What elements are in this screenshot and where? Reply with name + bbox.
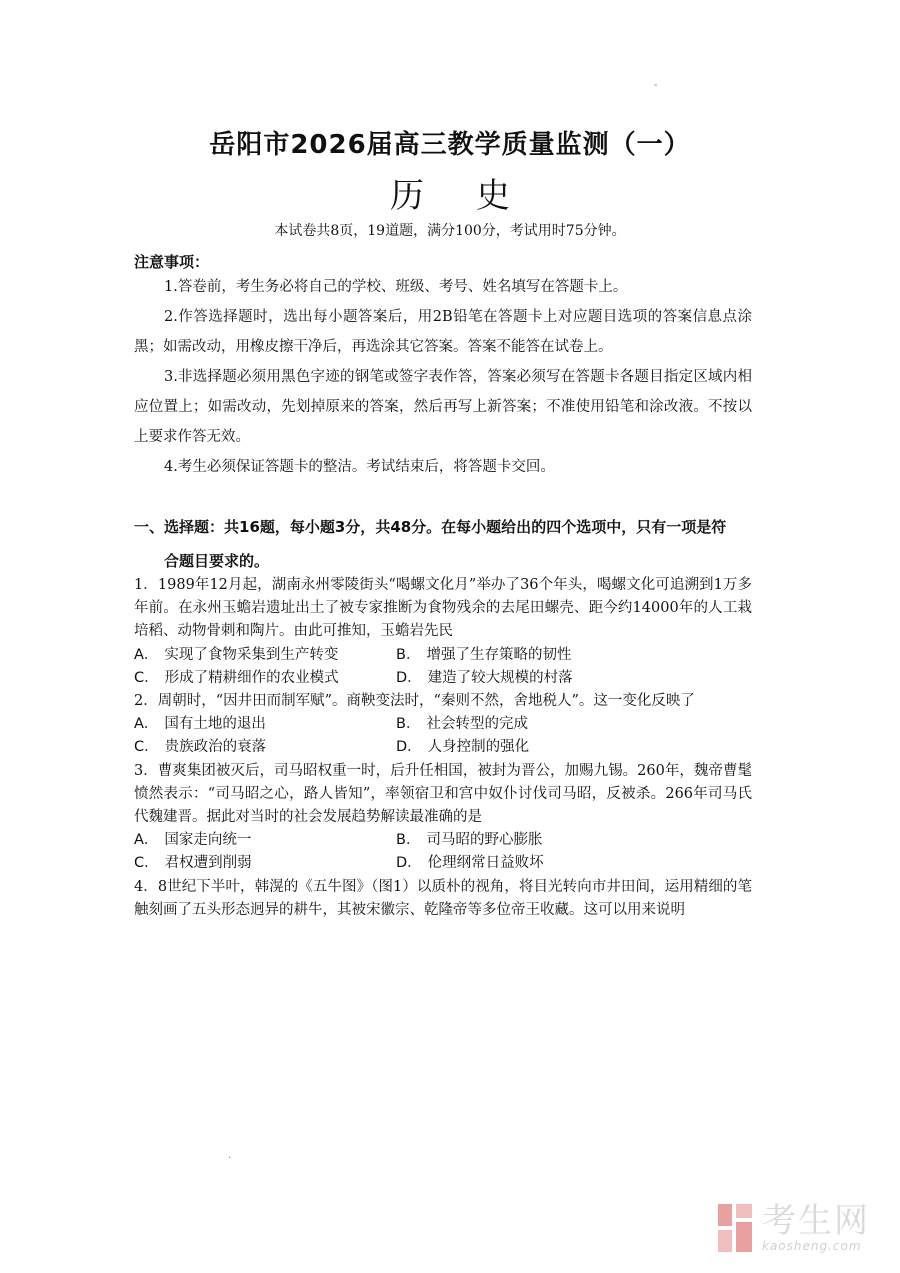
notice-heading: 注意事项： xyxy=(134,253,210,271)
option-text: 增强了生存策略的韧性 xyxy=(426,646,572,663)
option-text: 国家走向统一 xyxy=(164,832,252,849)
option-text: 社会转型的完成 xyxy=(426,716,528,733)
subject-title: 历史 xyxy=(390,176,562,216)
section-heading-line1: 一、选择题：共16题，每小题3分，共48分。在每小题给出的四个选项中，只有一项是符 xyxy=(134,518,727,536)
option-key: B． xyxy=(396,646,421,663)
option xyxy=(396,852,658,875)
option xyxy=(134,736,396,759)
kaosheng-logo-icon xyxy=(716,1202,754,1254)
exam-info: 本试卷共8页，19道题，满分100分，考试用时75分钟。 xyxy=(274,223,626,239)
question-stem: 3．曹爽集团被灭后，司马昭权重一时，后升任相国，被封为晋公，加赐九锡。260年，魏帝曹髦愤然表示：“司马昭之心，路人皆知”，率领宿卫和宫中奴仆讨伐司马昭，反被杀。266年司马氏代魏建晋。据此对当时的社会发展趋势解读最准确的是 xyxy=(134,762,752,826)
option-key: C． xyxy=(134,739,159,756)
option-text: 国有土地的退出 xyxy=(164,716,266,733)
option-key: A． xyxy=(134,646,159,663)
question-stem: 1．1989年12月起，湖南永州零陵街头“喝螺文化月”举办了36个年头，喝螺文化可追溯到1万多年前。在永州玉蟾岩遗址出土了被专家推断为食物残余的去尾田螺壳、距今约14000年的人工栽培稻、动物骨刺和陶片。由此可推知，玉蟾岩先民 xyxy=(134,577,752,640)
option-key: D． xyxy=(396,739,422,756)
option xyxy=(396,829,658,852)
option xyxy=(396,713,658,736)
option xyxy=(396,667,658,690)
watermark-url: kaosheng.com xyxy=(762,1239,862,1253)
option-key: A． xyxy=(134,716,159,733)
watermark-text: 考生网 xyxy=(762,1201,870,1241)
option xyxy=(134,829,396,852)
question-options xyxy=(134,644,752,690)
option-text: 伦理纲常日益败坏 xyxy=(427,855,544,872)
notice-item: 4.考生必须保证答题卡的整洁。考试结束后，将答题卡交回。 xyxy=(164,459,555,475)
option xyxy=(134,852,396,875)
option-text: 贵族政治的衰落 xyxy=(164,739,267,756)
watermark-logo xyxy=(716,1202,870,1254)
option-key: B． xyxy=(396,716,421,733)
scan-mark: - xyxy=(654,80,658,91)
notice-list xyxy=(134,272,752,482)
option-key: D． xyxy=(396,669,422,686)
option-text: 司马昭的野心膨胀 xyxy=(426,832,543,849)
option-text: 君权遭到削弱 xyxy=(164,855,252,872)
option-key: D． xyxy=(396,855,422,872)
option-text: 建造了较大规模的村落 xyxy=(427,669,573,686)
option-text: 形成了精耕细作的农业模式 xyxy=(164,669,339,686)
section-heading-line2: 合题目要求的。 xyxy=(164,552,270,570)
option xyxy=(396,644,658,667)
question-stem: 4．8世纪下半叶，韩滉的《五牛图》（图1）以质朴的视角，将目光转向市井田间，运用精细的笔触刻画了五头形态迥异的耕牛，其被宋徽宗、乾隆帝等多位帝王收藏。这可以用来说明 xyxy=(134,878,752,918)
notice-item: 3.非选择题必须用黑色字迹的钢笔或签字表作答，答案必须写在答题卡各题目指定区域内相应位置上；如需改动，先划掉原来的答案，然后再写上新答案；不准使用铅笔和涂改液。不按以上要求作答无效。 xyxy=(134,369,752,445)
question-options xyxy=(134,829,752,875)
option-key: A． xyxy=(134,832,159,849)
option xyxy=(134,713,396,736)
notice-item: 2.作答选择题时，选出每小题答案后，用2B铅笔在答题卡上对应题目选项的答案信息点涂黑；如需改动，用橡皮擦干净后，再选涂其它答案。答案不能答在试卷上。 xyxy=(134,309,752,355)
option-text: 实现了食物采集到生产转变 xyxy=(164,646,339,663)
exam-title: 岳阳市2026届高三教学质量监测（一） xyxy=(209,130,691,160)
option-text: 人身控制的强化 xyxy=(427,739,530,756)
section-heading xyxy=(134,510,752,578)
question-options xyxy=(134,713,752,759)
option xyxy=(134,644,396,667)
option-key: C． xyxy=(134,669,159,686)
scan-mark: . xyxy=(228,1150,232,1161)
notice-item: 1.答卷前，考生务必将自己的学校、班级、考号、姓名填写在答题卡上。 xyxy=(164,279,628,295)
option xyxy=(134,667,396,690)
option xyxy=(396,736,658,759)
option-key: B． xyxy=(396,832,421,849)
question-stem: 2．周朝时，“因井田而制军赋”。商鞅变法时，“秦则不然，舍地税人”。这一变化反映了 xyxy=(134,693,695,710)
option-key: C． xyxy=(134,855,159,872)
question-list xyxy=(134,574,752,922)
